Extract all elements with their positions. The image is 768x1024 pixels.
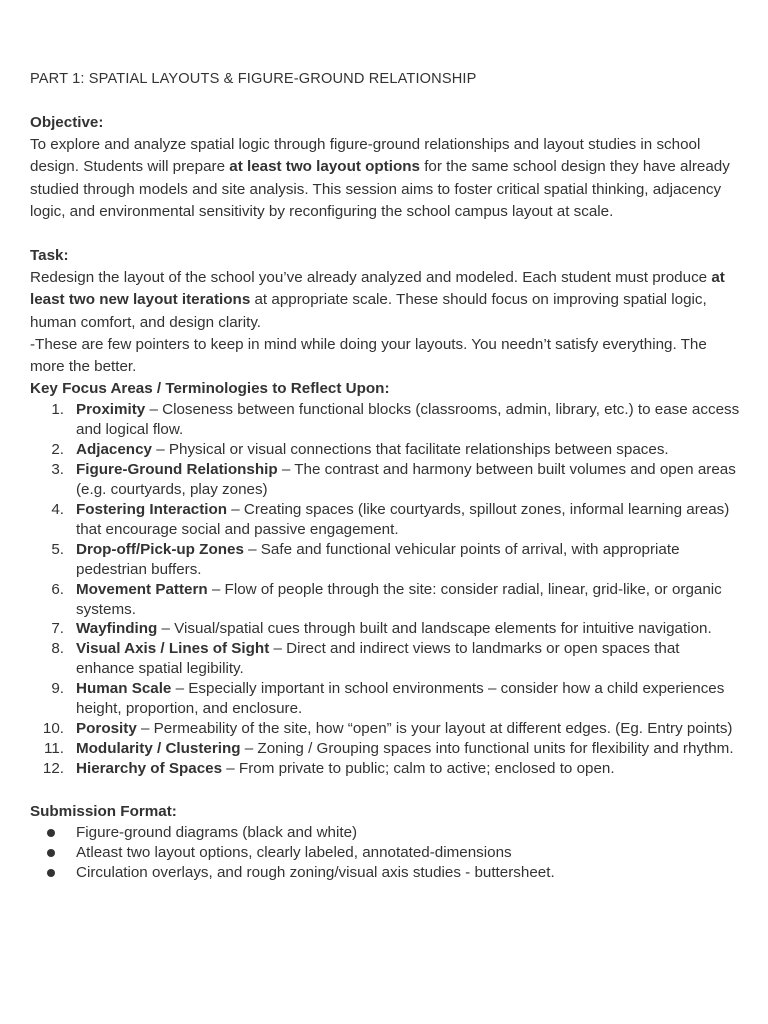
- task-paragraph: Redesign the layout of the school you’ve already analyzed and modeled. Each student must produce at least two new layout iterations at appropriate scale. These should focus on improving spatial logic, human comfort, and design clarity.: [30, 269, 725, 331]
- objective-heading: Objective:: [30, 114, 104, 131]
- list-item: Figure-ground diagrams (black and white): [30, 823, 742, 843]
- list-item: Circulation overlays, and rough zoning/visual axis studies - buttersheet.: [30, 863, 742, 883]
- page-title: PART 1: SPATIAL LAYOUTS & FIGURE-GROUND RELATIONSHIP: [30, 71, 477, 87]
- list-item: 7. Wayfinding – Visual/spatial cues through built and landscape elements for intuitive navigation.: [51, 620, 712, 638]
- list-item: 9. Human Scale – Especially important in school environments – consider how a child experiences height, proportion, and enclosure.: [51, 680, 725, 718]
- focus-heading: Key Focus Areas / Terminologies to Reflect Upon:: [30, 380, 390, 398]
- list-item: 4. Fostering Interaction – Creating spaces (like courtyards, spillout zones, informal learning areas) that encourage social and passive engagement.: [51, 500, 730, 538]
- bullet-icon: [47, 829, 55, 837]
- task-emphasis: at least two new layout iterations: [30, 269, 725, 309]
- bullet-icon: [47, 869, 55, 877]
- list-item: 5. Drop-off/Pick-up Zones – Safe and functional vehicular points of arrival, with appropriate pedestrian buffers.: [51, 540, 680, 578]
- document-page: [30, 68, 742, 883]
- task-pointers: -These are few pointers to keep in mind while doing your layouts. You needn’t satisfy everything. The more the better.: [30, 335, 707, 376]
- list-item: 6. Movement Pattern – Flow of people through the site: consider radial, linear, grid-like, or organic systems.: [51, 580, 722, 618]
- objective-emphasis: at least two layout options: [229, 158, 420, 176]
- list-item: 3. Figure-Ground Relationship – The contrast and harmony between built volumes and open areas (e.g. courtyards, play zones): [51, 461, 736, 499]
- list-item: 10. Porosity – Permeability of the site, how “open” is your layout at different edges. (Eg. Entry points): [42, 719, 733, 737]
- bullet-icon: [47, 849, 55, 857]
- focus-list: [30, 400, 742, 778]
- submission-heading: Submission Format:: [30, 802, 177, 820]
- list-item: 12. Hierarchy of Spaces – From private to public; calm to active; enclosed to open.: [42, 759, 615, 777]
- list-item: Atleast two layout options, clearly labeled, annotated-dimensions: [30, 843, 742, 863]
- list-item: 11. Modularity / Clustering – Zoning / Grouping spaces into functional units for flexibility and rhythm.: [44, 739, 734, 757]
- list-item: 1. Proximity – Closeness between functional blocks (classrooms, admin, library, etc.) to ease access and logical flow.: [51, 401, 740, 439]
- list-item: 8. Visual Axis / Lines of Sight – Direct and indirect views to landmarks or open spaces that enhance spatial legibility.: [51, 640, 680, 678]
- task-heading: Task:: [30, 247, 69, 265]
- submission-list: [30, 823, 742, 884]
- objective-paragraph: To explore and analyze spatial logic through figure-ground relationships and layout studies in school design. Students will prepare at least two layout options for the same school design they have already studied through models and site analysis. This session aims to foster critical spatial thinking, adjacency logic, and environmental sensitivity by reconfiguring the school campus layout at scale.: [30, 136, 730, 220]
- list-item: 2. Adjacency – Physical or visual connections that facilitate relationships between spaces.: [51, 441, 669, 459]
